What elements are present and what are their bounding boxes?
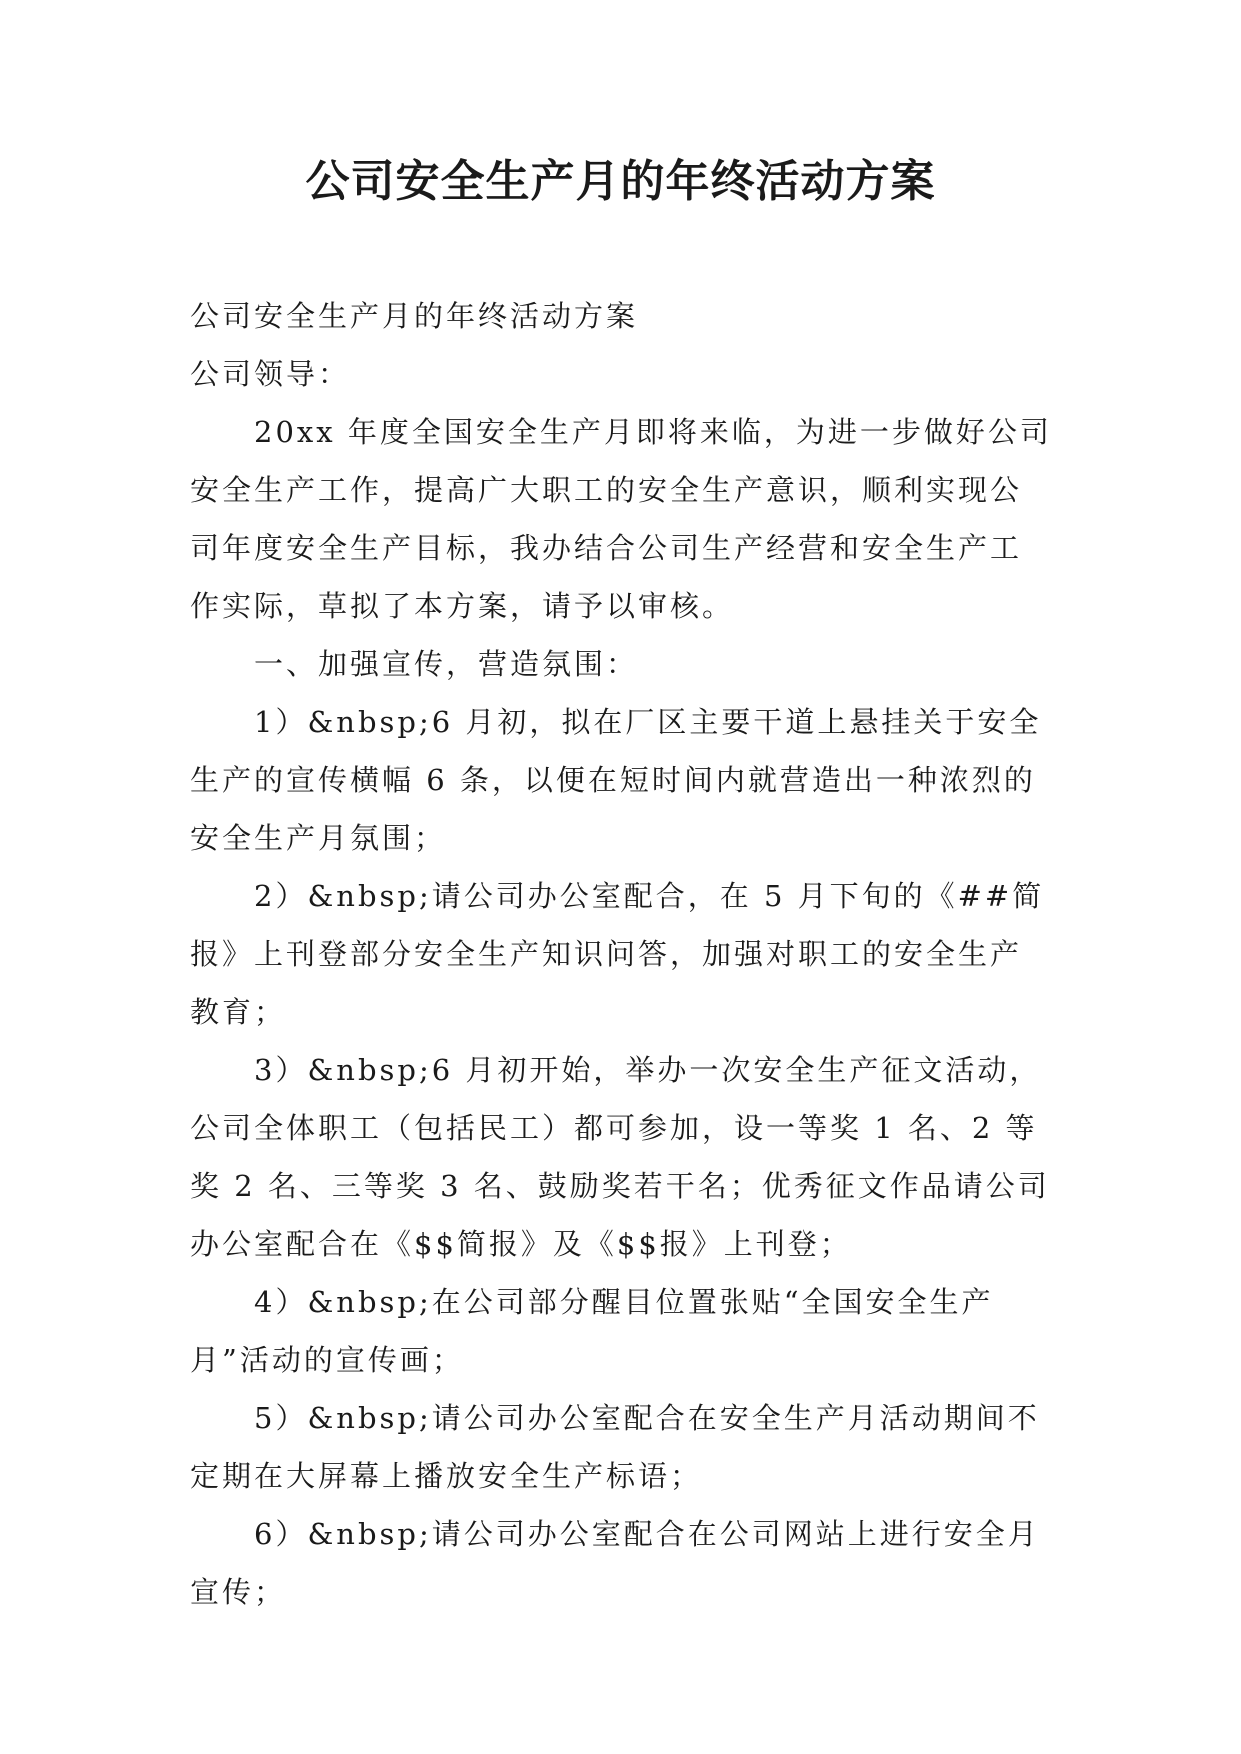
list-item-paragraph: 2）&nbsp;请公司办公室配合，在 5 月下旬的《##简报》上刊登部分安全生产知识问答，加强对职工的安全生产教育； [190, 879, 1045, 1029]
list-item-paragraph: 4）&nbsp;在公司部分醒目位置张贴“全国安全生产月”活动的宣传画； [190, 1285, 994, 1377]
list-item-paragraph: 5）&nbsp;请公司办公室配合在安全生产月活动期间不定期在大屏幕上播放安全生产标语； [190, 1401, 1040, 1493]
document-title: 公司安全生产月的年终活动方案 [305, 156, 936, 207]
salutation-paragraph: 公司领导： [190, 357, 351, 391]
list-item-paragraph: 6）&nbsp;请公司办公室配合在公司网站上进行安全月宣传； [190, 1517, 1040, 1609]
list-item-paragraph: 3）&nbsp;6 月初开始，举办一次安全生产征文活动，公司全体职工（包括民工）都可参加，设一等奖 1 名、2 等奖 2 名、三等奖 3 名、鼓励奖若干名；优秀征文作品请公司办公室配合在《$$简报》及《$$报》上刊登； [190, 1053, 1050, 1261]
section-heading-paragraph: 一、加强宣传，营造氛围： [254, 647, 639, 681]
document-body [190, 287, 1052, 1621]
intro-paragraph: 20xx 年度全国安全生产月即将来临，为进一步做好公司安全生产工作，提高广大职工的安全生产意识，顺利实现公司年度安全生产目标，我办结合公司生产经营和安全生产工作实际，草拟了本方案，请予以审核。 [190, 415, 1052, 623]
body-heading-paragraph: 公司安全生产月的年终活动方案 [190, 299, 639, 333]
list-item-paragraph: 1）&nbsp;6 月初，拟在厂区主要干道上悬挂关于安全生产的宣传横幅 6 条，以便在短时间内就营造出一种浓烈的安全生产月氛围； [190, 705, 1042, 855]
